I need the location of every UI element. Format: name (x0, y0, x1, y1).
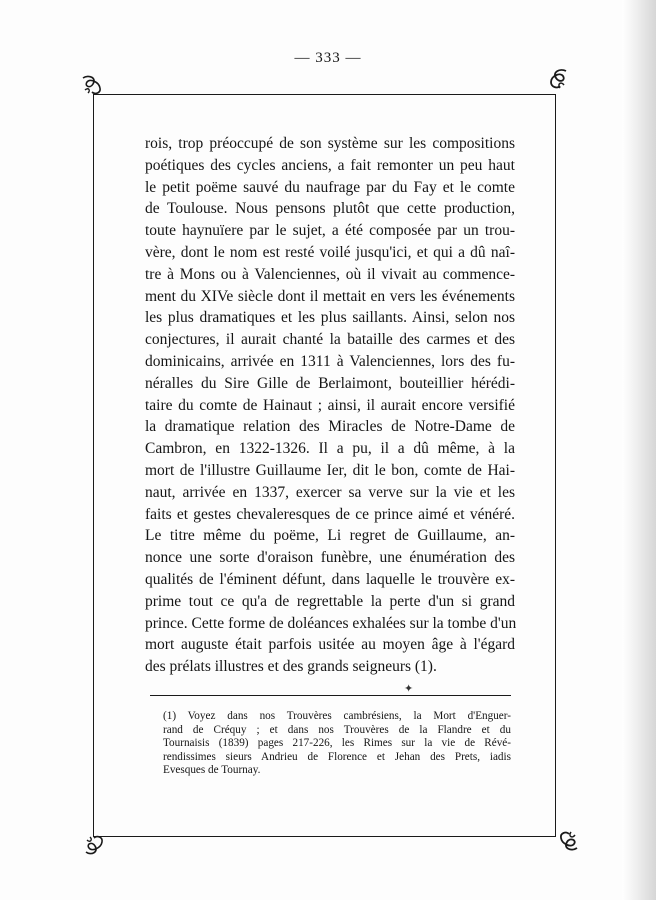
footnote-separator-rule (150, 695, 511, 696)
body-line: néralles du Sire Gille de Berlaimont, bouteillier hérédi- (145, 374, 515, 392)
body-line: taire du comte de Hainaut ; ainsi, il aurait encore versifié (145, 396, 515, 414)
body-line: mort de l'illustre Guillaume Ier, dit le bon, comte de Hai- (145, 461, 515, 479)
body-line: prime tout ce qu'a de regrettable la perte d'un si grand (145, 592, 515, 610)
body-line: les plus dramatiques et les plus saillants. Ainsi, selon nos (145, 309, 515, 327)
corner-ornament-bottom-left-icon (81, 832, 107, 858)
body-line: ment du XIVe siècle dont il mettait en vers les événements (145, 287, 515, 305)
body-line: des prélats illustres et des grands seigneurs (1). (145, 658, 437, 676)
corner-ornament-bottom-right-icon (556, 828, 582, 854)
body-line: naut, arrivée en 1337, exercer sa verve sur la vie et les (145, 483, 515, 501)
body-line: la dramatique relation des Miracles de Notre-Dame de (145, 418, 515, 436)
body-line: mort auguste était parfois usitée au moyen âge à l'égard (145, 636, 515, 654)
footnote-line: Evesques de Tournay. (163, 764, 261, 777)
page-number: — 333 — (294, 50, 362, 66)
footnote (163, 710, 511, 778)
corner-ornament-top-left-icon (79, 72, 105, 98)
body-line: nonce une sorte d'oraison funèbre, une énumération des (145, 549, 515, 567)
body-line: prince. Cette forme de doléances exhalées sur la tombe d'un (145, 614, 517, 632)
body-line: tre à Mons ou à Valenciennes, où il vivait au commence- (145, 265, 515, 283)
body-line: vère, dont le nom est resté voilé jusqu'ici, et qui a dû naî- (145, 243, 515, 261)
ink-speck: ✦ (404, 683, 414, 695)
body-paragraph (145, 133, 515, 678)
body-line: dominicains, arrivée en 1311 à Valenciennes, lors des fu- (145, 352, 515, 370)
footnote-line: Tournaisis (1839) pages 217-226, les Rimes sur la vie de Révé- (163, 737, 511, 750)
body-line: Le titre même du poëme, Li regret de Guillaume, an- (145, 527, 515, 545)
body-line: toute haynuïere par le sujet, a été composée par un trou- (145, 222, 515, 240)
footnote-line: rendissimes sieurs Andrieu de Florence et Jehan des Prets, iadis (163, 750, 511, 763)
body-line: poétiques des cycles anciens, a fait remonter un peu haut (145, 156, 515, 174)
footnote-line: (1) Voyez dans nos Trouvères cambrésiens, la Mort d'Enguer- (163, 710, 511, 722)
body-line: le petit poëme sauvé du naufrage par du Fay et le comte (145, 178, 515, 196)
body-line: conjectures, il aurait chanté la bataille des carmes et des (145, 331, 515, 349)
corner-ornament-top-right-icon (546, 66, 572, 92)
body-line: rois, trop préoccupé de son système sur les compositions (145, 135, 515, 152)
footnote-line: rand de Créquy ; et dans nos Trouvères de la Flandre et du (163, 723, 511, 736)
body-line: faits et gestes chevaleresques de ce prince aimé et vénéré. (145, 505, 515, 523)
body-line: de Toulouse. Nous pensons plutôt que cette production, (145, 200, 515, 218)
body-line: qualités de l'éminent défunt, dans laquelle le trouvère ex- (145, 570, 515, 588)
page-edge-shadow (622, 0, 656, 900)
body-line: Cambron, en 1322-1326. Il a pu, il a dû même, à la (145, 440, 515, 458)
